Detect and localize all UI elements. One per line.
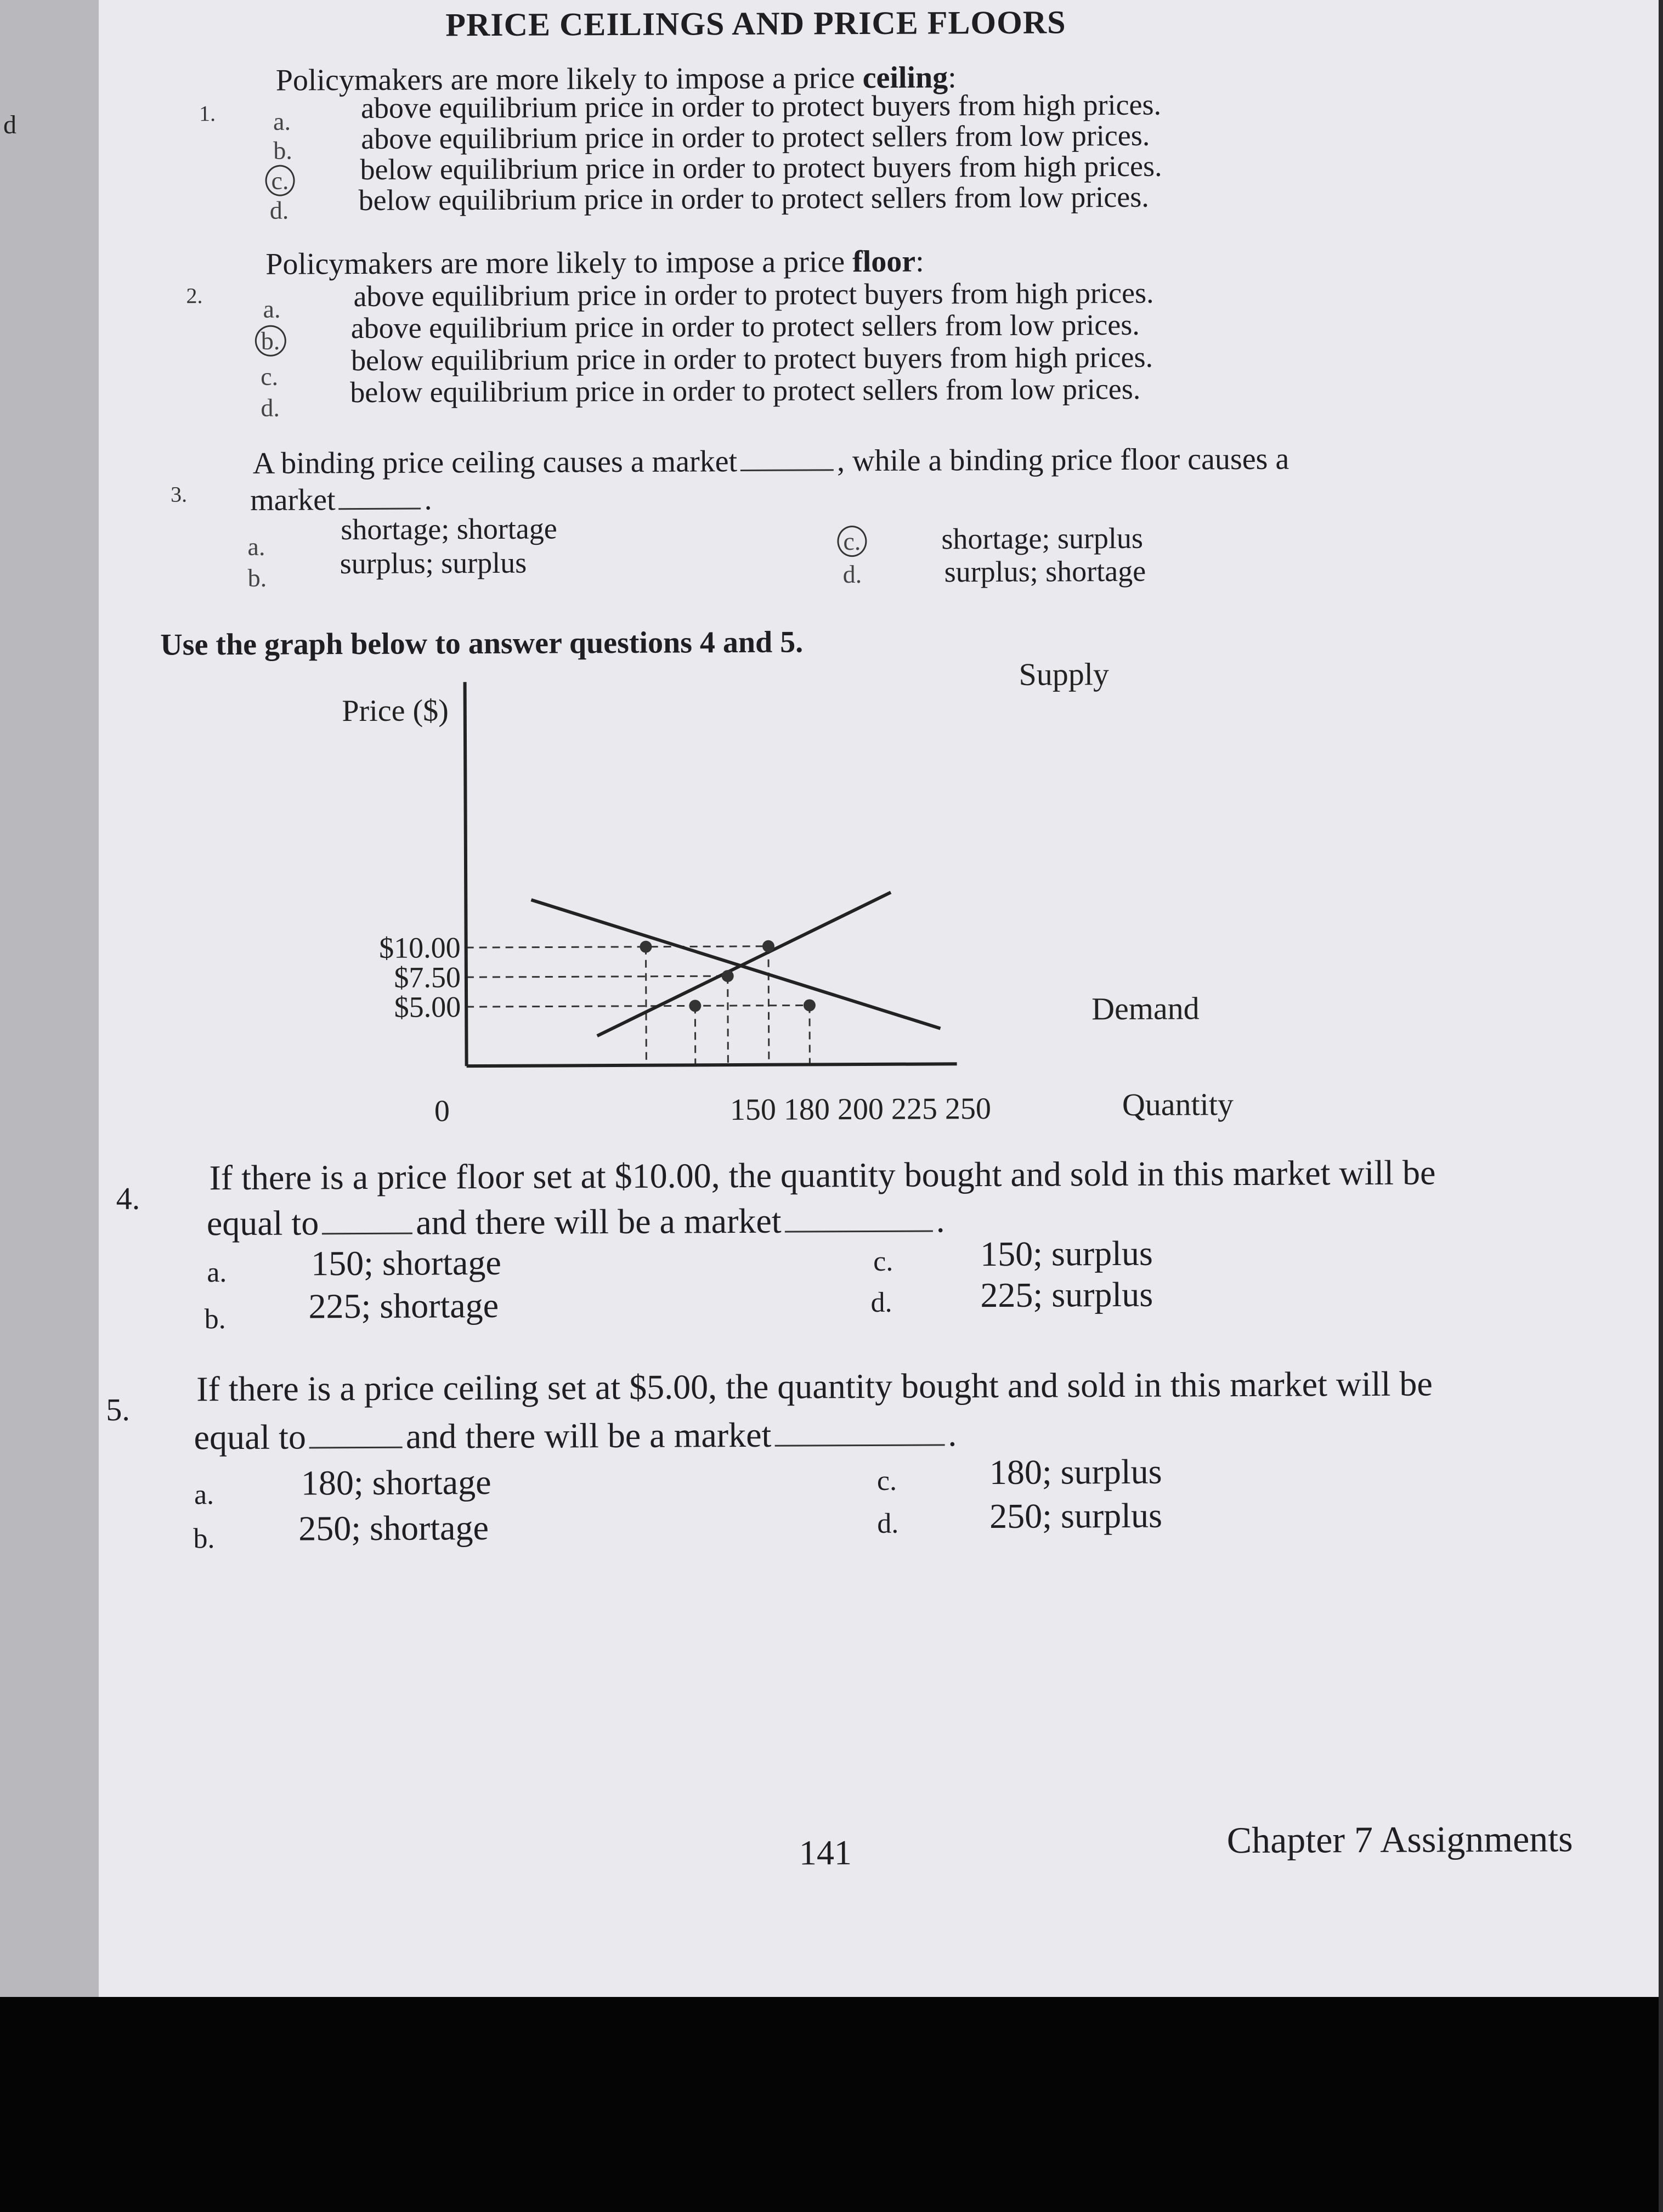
left-page-edge-mark: d [3, 110, 16, 139]
marked-point [804, 999, 816, 1011]
q3-blank-1 [740, 469, 834, 471]
q2-option-a: above equilibrium price in order to protect buyers from high prices. [353, 276, 1154, 313]
supply-label: Supply [1019, 656, 1110, 692]
q5-option-c: 180; surplus [989, 1452, 1162, 1492]
supply-demand-chart [97, 646, 1234, 1144]
q2-number: 2. [186, 283, 203, 308]
q1-stem: Policymakers are more likely to impose a price ceiling: [275, 60, 957, 98]
y-axis-label: Price ($) [342, 693, 449, 729]
q3-option-b: surplus; surplus [340, 546, 527, 580]
worksheet-page [99, 0, 1659, 1997]
q5-option-d: 250; surplus [989, 1496, 1163, 1536]
q5-option-c-letter: c. [876, 1465, 897, 1497]
origin-label: 0 [434, 1094, 450, 1128]
q2-option-c-letter: c. [261, 362, 279, 391]
q5-stem-line2: equal to and there will be a market . [194, 1414, 957, 1457]
demand-curve [531, 898, 940, 1030]
q4-stem-line1: If there is a price floor set at $10.00, the quantity bought and sold in this market will be [209, 1153, 1436, 1198]
q3-option-b-letter: b. [247, 563, 267, 592]
q1-option-c: below equilibrium price in order to protect buyers from high prices. [360, 149, 1162, 187]
q3-option-d: surplus; shortage [944, 554, 1146, 589]
marked-point [640, 941, 652, 953]
q2-option-a-letter: a. [263, 295, 281, 323]
q4-blank-2 [785, 1230, 933, 1232]
q4-option-a: 150; shortage [311, 1243, 501, 1283]
dark-foreground [0, 1997, 1659, 2212]
price-guide-line [466, 976, 728, 977]
q4-option-b-letter: b. [204, 1304, 226, 1335]
q4-option-d-letter: d. [870, 1286, 892, 1318]
q4-option-c: 150; surplus [980, 1233, 1153, 1274]
q5-blank-2 [774, 1444, 944, 1446]
y-tick-label: $7.50 [394, 961, 461, 994]
quantity-guide-line [768, 946, 769, 1065]
q2-option-c: below equilibrium price in order to protect buyers from high prices. [350, 340, 1153, 377]
q5-blank-1 [309, 1447, 403, 1449]
q5-option-a-letter: a. [194, 1479, 214, 1511]
graph-intro: Use the graph below to answer questions 4 and 5. [160, 625, 804, 662]
q1-number: 1. [199, 101, 216, 126]
q2-option-b-letter [255, 326, 286, 356]
q5-option-d-letter: d. [877, 1508, 899, 1539]
x-tick-labels: 150 180 200 225 250 [729, 1092, 992, 1127]
q1-option-b: above equilibrium price in order to protect sellers from low prices. [361, 119, 1150, 156]
q3-stem-line1: A binding price ceiling causes a market , while a binding price floor causes a [252, 442, 1289, 481]
q5-option-b-letter: b. [193, 1523, 215, 1555]
q4-option-b: 225; shortage [308, 1285, 499, 1326]
q1-option-d: below equilibrium price in order to protect sellers from low prices. [358, 180, 1149, 217]
q3-stem-line2: market . [250, 482, 432, 517]
q1-keyword: ceiling [862, 60, 948, 95]
price-guide-line [466, 946, 768, 947]
q3-number: 3. [170, 482, 188, 507]
q4-stem-line2: equal to and there will be a market . [206, 1200, 945, 1243]
guide-lines [466, 946, 810, 1066]
q1-option-a-letter: a. [273, 107, 291, 136]
y-tick-label: $5.00 [394, 990, 461, 1024]
q3-blank-2 [339, 508, 421, 510]
q3-option-c: shortage; surplus [941, 521, 1144, 556]
q3-option-d-letter: d. [842, 560, 862, 589]
y-tick-label: $10.00 [379, 931, 461, 964]
marked-point [762, 940, 774, 952]
curves [531, 892, 940, 1036]
q5-option-a: 180; shortage [301, 1462, 491, 1503]
chapter-label: Chapter 7 Assignments [1226, 1818, 1573, 1861]
demand-label: Demand [1091, 990, 1200, 1027]
q4-option-d: 225; surplus [980, 1274, 1153, 1315]
page-number: 141 [799, 1833, 852, 1872]
chart-svg [97, 646, 1234, 1144]
page-title: PRICE CEILINGS AND PRICE FLOORS [445, 4, 1066, 43]
q2-answer-circle: b. [255, 325, 286, 357]
q2-option-d-letter: d. [261, 393, 280, 422]
marked-point [689, 1000, 701, 1012]
q4-number: 4. [116, 1180, 140, 1216]
q1-answer-circle: c. [265, 165, 295, 196]
price-guide-line [466, 1005, 810, 1007]
q4-option-c-letter: c. [873, 1245, 893, 1277]
q4-blank-1 [322, 1233, 412, 1235]
q5-option-b: 250; shortage [298, 1508, 489, 1548]
marked-point [722, 970, 734, 982]
q3-option-a: shortage; shortage [341, 512, 557, 546]
q4-option-a-letter: a. [207, 1257, 227, 1289]
chart-labels [342, 656, 1234, 1128]
q1-option-a: above equilibrium price in order to protect buyers from high prices. [360, 88, 1162, 125]
q3-option-a-letter: a. [247, 532, 265, 561]
q2-option-b: above equilibrium price in order to protect sellers from low prices. [350, 308, 1140, 345]
y-axis [465, 682, 467, 1066]
q5-stem-line1: If there is a price ceiling set at $5.00, the quantity bought and sold in this market will be [196, 1364, 1433, 1409]
q1-option-d-letter: d. [269, 196, 289, 224]
q1-option-c-letter [265, 166, 295, 195]
q3-answer-circle: c. [837, 526, 867, 557]
supply-curve [597, 893, 892, 1036]
axes [465, 680, 957, 1066]
x-axis-label: Quantity [1122, 1086, 1234, 1122]
q1-option-b-letter: b. [273, 136, 292, 165]
q5-number: 5. [106, 1391, 130, 1428]
x-axis [467, 1064, 957, 1066]
q3-option-c-letter [837, 527, 867, 556]
q2-keyword: floor [852, 244, 916, 279]
q2-stem: Policymakers are more likely to impose a price floor: [265, 244, 924, 281]
q2-option-d: below equilibrium price in order to protect sellers from low prices. [350, 372, 1141, 409]
